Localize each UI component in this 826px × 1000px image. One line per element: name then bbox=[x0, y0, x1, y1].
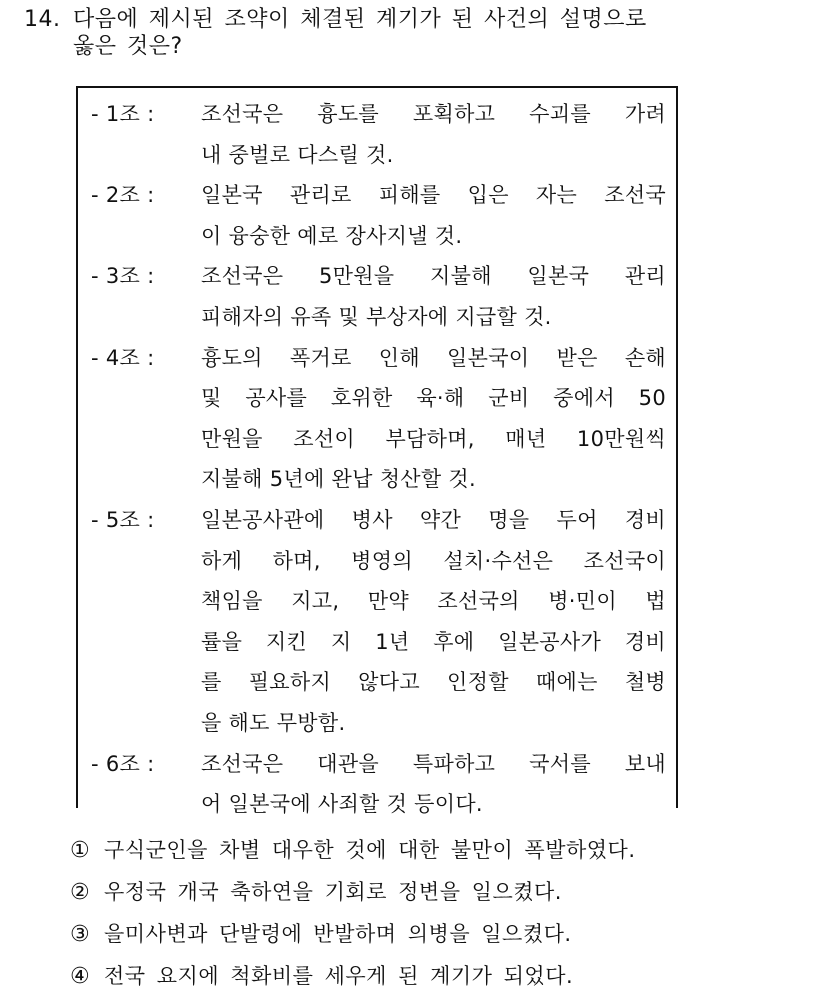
article-line: 을 해도 무방함. bbox=[201, 710, 346, 735]
treaty-article-6 bbox=[91, 744, 666, 825]
question-text-line-1: 다음에 제시된 조약이 체결된 계기가 된 사건의 설명으로 bbox=[73, 7, 647, 32]
article-line: 피해자의 유족 및 부상자에 지급할 것. bbox=[201, 304, 552, 329]
option-marker: ③ bbox=[70, 922, 91, 947]
option-marker: ① bbox=[70, 838, 91, 863]
article-label: - 5조 : bbox=[91, 507, 162, 532]
treaty-article-5 bbox=[91, 500, 666, 744]
article-body bbox=[201, 256, 666, 337]
option-marker: ② bbox=[70, 880, 91, 905]
question-number: 14. bbox=[24, 7, 61, 32]
article-line: 일본국 관리로 피해를 입은 자는 조선국 bbox=[201, 183, 666, 208]
article-line: 조선국은 5만원을 지불해 일본국 관리 bbox=[201, 264, 666, 289]
option-text: 을미사변과 단발령에 반발하며 의병을 일으켰다. bbox=[104, 922, 572, 946]
treaty-article-1 bbox=[91, 94, 666, 175]
answer-options bbox=[70, 832, 636, 1000]
article-line: 률을 지킨 지 1년 후에 일본공사가 경비 bbox=[201, 629, 666, 654]
option-text: 구식군인을 차별 대우한 것에 대한 불만이 폭발하였다. bbox=[104, 838, 636, 862]
answer-option-3[interactable] bbox=[70, 916, 636, 958]
article-line: 조선국은 흉도를 포획하고 수괴를 가려 bbox=[201, 102, 666, 126]
article-body bbox=[201, 94, 666, 175]
article-body bbox=[201, 500, 666, 744]
treaty-excerpt-box bbox=[76, 86, 678, 817]
treaty-article-2 bbox=[91, 175, 666, 256]
article-line: 만원을 조선이 부담하며, 매년 10만원씩 bbox=[201, 426, 666, 451]
article-line: 하게 하며, 병영의 설치·수선은 조선국이 bbox=[201, 548, 666, 573]
article-line: 및 공사를 호위한 육·해 군비 중에서 50 bbox=[201, 386, 666, 411]
article-line: 일본공사관에 병사 약간 명을 두어 경비 bbox=[201, 507, 666, 532]
treaty-article-4 bbox=[91, 338, 666, 500]
article-label: - 3조 : bbox=[91, 264, 162, 289]
article-label: - 1조 : bbox=[91, 102, 162, 126]
article-line: 를 필요하지 않다고 인정할 때에는 철병 bbox=[201, 670, 666, 695]
article-body bbox=[201, 744, 666, 825]
article-line: 책임을 지고, 만약 조선국의 병·민이 법 bbox=[201, 589, 666, 614]
article-line: 내 중벌로 다스릴 것. bbox=[201, 142, 394, 167]
option-text: 우정국 개국 축하연을 기회로 정변을 일으켰다. bbox=[104, 880, 562, 904]
answer-option-4[interactable] bbox=[70, 958, 636, 1000]
option-marker: ④ bbox=[70, 964, 91, 989]
article-line: 어 일본국에 사죄할 것 등이다. bbox=[201, 792, 483, 817]
article-body bbox=[201, 338, 666, 500]
article-line: 흉도의 폭거로 인해 일본국이 받은 손해 bbox=[201, 345, 666, 370]
article-body bbox=[201, 175, 666, 256]
answer-option-1[interactable] bbox=[70, 832, 636, 874]
option-text: 전국 요지에 척화비를 세우게 된 계기가 되었다. bbox=[104, 964, 574, 988]
article-label: - 6조 : bbox=[91, 751, 162, 776]
answer-option-2[interactable] bbox=[70, 874, 636, 916]
question-stem bbox=[24, 6, 647, 60]
article-line: 지불해 5년에 완납 청산할 것. bbox=[201, 467, 476, 492]
article-line: 조선국은 대관을 특파하고 국서를 보내 bbox=[201, 751, 666, 776]
article-line: 이 융숭한 예로 장사지낼 것. bbox=[201, 223, 463, 248]
question-text-line-2: 옳은 것은? bbox=[73, 34, 183, 59]
article-label: - 4조 : bbox=[91, 345, 162, 370]
treaty-article-3 bbox=[91, 256, 666, 337]
article-label: - 2조 : bbox=[91, 183, 162, 208]
treaty-articles bbox=[91, 94, 666, 825]
question-line-1 bbox=[24, 6, 647, 33]
